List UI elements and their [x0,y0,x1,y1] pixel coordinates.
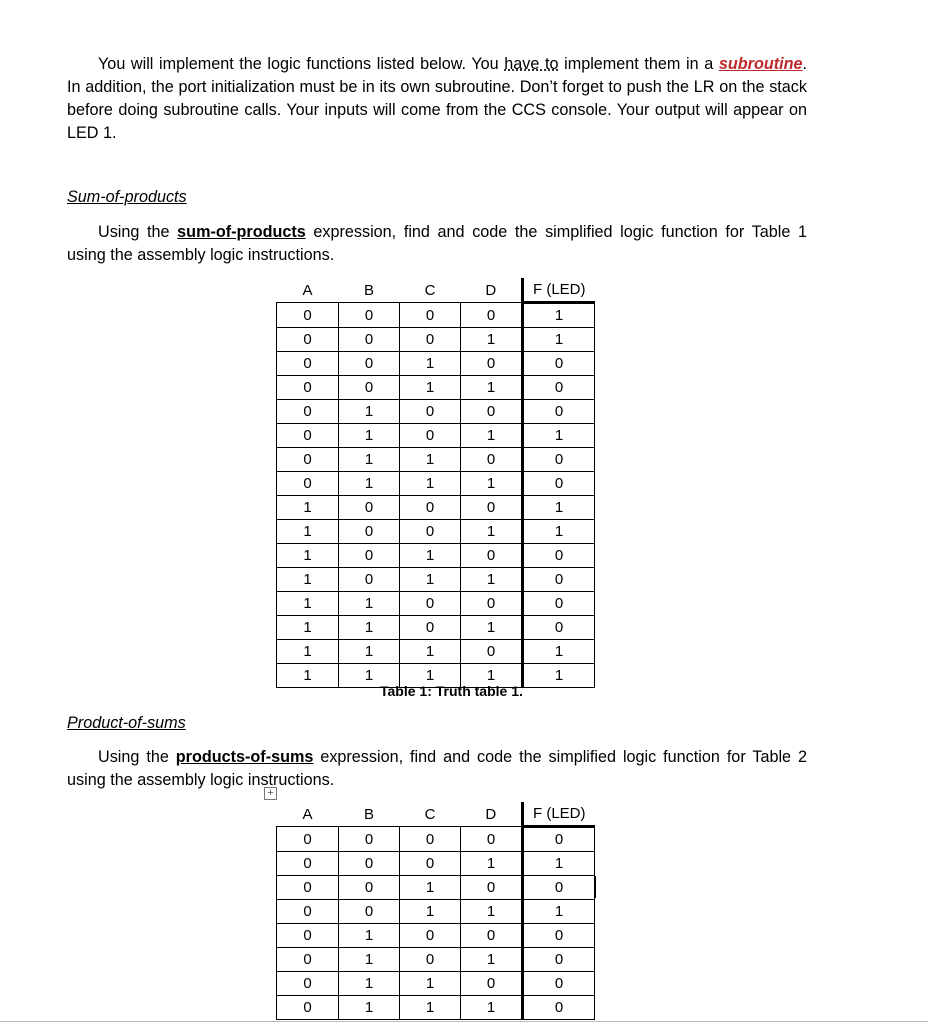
table-cell: 0 [277,924,339,948]
table-row [277,376,595,400]
table-cell: 1 [339,592,400,616]
table-cell: 0 [523,616,595,640]
table-cell: 1 [400,448,461,472]
table-cell: 0 [277,328,339,352]
table-cell: 1 [461,568,523,592]
truth-table-1 [276,278,595,688]
table-cell: 0 [400,827,461,852]
table-row [277,876,595,900]
table-cell: 1 [339,972,400,996]
table-cell: 0 [461,592,523,616]
table-row [277,924,595,948]
table-cell: 0 [277,827,339,852]
table-cell: 0 [339,520,400,544]
table-cell: 0 [277,972,339,996]
table-cell: 0 [277,948,339,972]
table-cell: 0 [277,876,339,900]
column-header: C [424,281,436,299]
table-cell: 0 [461,972,523,996]
table-cell: 0 [339,496,400,520]
table-cell: 0 [400,520,461,544]
table-row [277,996,595,1020]
table-row [277,424,595,448]
table-cell: 0 [339,352,400,376]
table-cell: 0 [400,496,461,520]
table-header-row [277,802,595,827]
table-cell: 0 [339,852,400,876]
table-cell: 0 [277,376,339,400]
table-cell: 0 [523,400,595,424]
column-header: B [363,805,374,823]
table-cell: 1 [277,496,339,520]
table-row [277,472,595,496]
table-row [277,948,595,972]
table-cell: 1 [523,900,595,924]
table-cell: 0 [461,827,523,852]
table-row [277,496,595,520]
table-cell: 1 [461,900,523,924]
table-row [277,852,595,876]
table-row [277,900,595,924]
table-cell: 0 [339,827,400,852]
table-row [277,592,595,616]
table-row [277,568,595,592]
table-cell: 1 [339,924,400,948]
table-cell: 1 [461,996,523,1020]
table-cell: 0 [523,827,595,852]
table-cell: 0 [400,303,461,328]
table-cell: 0 [339,900,400,924]
table-cell: 0 [523,876,595,900]
table-cell: 0 [400,924,461,948]
table-cell: 1 [461,376,523,400]
table-cell: 0 [461,924,523,948]
column-header: F (LED) [523,278,595,303]
table-row [277,544,595,568]
table-row [277,328,595,352]
table-cell: 1 [339,664,400,688]
table-cell: 0 [400,424,461,448]
table-cell: 1 [277,616,339,640]
table-header-row [277,278,595,303]
move-handle-icon[interactable]: + [264,787,277,800]
table-cell: 1 [523,852,595,876]
table-cell: 1 [277,592,339,616]
sop-paragraph: Using the sum-of-products expression, find and code the simplified logic function for Table 1 using the assembly logic instructions. [67,223,808,264]
table-cell: 1 [461,520,523,544]
table-cell: 0 [523,568,595,592]
pos-paragraph: Using the products-of-sums expression, find and code the simplified logic function for Table 2 using the assembly logic instructions. [67,748,807,789]
table-cell: 0 [277,424,339,448]
column-header: D [485,805,497,823]
table-row [277,448,595,472]
intro-paragraph: You will implement the logic functions listed below. You have to implement them in a subroutine. In addition, the port initialization must be in its own subroutine. Don’t forget to push the LR on the stack before doing subroutine calls. Your inputs will come from the CCS console. Your output will appear on LED 1. [67,55,807,142]
column-header: A [302,281,313,299]
table-row [277,520,595,544]
table-cell: 1 [400,544,461,568]
pos-bold: products-of-sums [175,748,314,766]
table-cell: 0 [277,303,339,328]
table-cell: 0 [277,448,339,472]
table-cell: 0 [277,352,339,376]
table-cell: 0 [277,852,339,876]
table-cell: 0 [339,544,400,568]
table-cell: 0 [339,328,400,352]
table-cell: 1 [277,568,339,592]
table-cell: 0 [339,568,400,592]
table-1-caption: Table 1: Truth table 1. [380,683,523,699]
table-cell: 0 [461,352,523,376]
table-cell: 1 [277,520,339,544]
table-cell: 0 [400,616,461,640]
table-cell: 0 [523,352,595,376]
table-cell: 1 [400,376,461,400]
table-cell: 0 [400,948,461,972]
table-cell: 1 [461,472,523,496]
table-cell: 0 [461,544,523,568]
table-cell: 0 [523,448,595,472]
table-cell: 1 [400,972,461,996]
table-cell: 1 [339,616,400,640]
table-cell: 1 [339,424,400,448]
table-cell: 1 [523,520,595,544]
table-cell: 0 [523,996,595,1020]
table-cell: 1 [461,664,523,688]
table-row [277,352,595,376]
table-cell: 1 [339,996,400,1020]
table-cell: 0 [461,640,523,664]
table-cell: 1 [400,900,461,924]
page-edge [0,1021,928,1022]
table-cell: 0 [523,972,595,996]
column-header: C [424,805,436,823]
table-cell: 0 [400,328,461,352]
column-header: A [302,805,313,823]
table-row [277,827,595,852]
table-cell: 0 [277,996,339,1020]
table-cell: 1 [523,496,595,520]
table-cell: 1 [523,424,595,448]
table-cell: 0 [461,496,523,520]
subroutine-text: subroutine [718,55,803,73]
table-cell: 1 [461,948,523,972]
table-cell: 0 [277,472,339,496]
table-cell: 0 [339,376,400,400]
table-cell: 1 [400,640,461,664]
sop-heading: Sum-of-products [67,188,187,206]
table-cell: 0 [523,948,595,972]
table-cell: 1 [461,424,523,448]
table-cell: 1 [400,352,461,376]
table-cell: 1 [461,328,523,352]
table-cell: 0 [523,544,595,568]
table-cell: 1 [523,328,595,352]
table-cell: 0 [461,876,523,900]
table-cell: 0 [277,900,339,924]
table-cell: 1 [339,448,400,472]
table-cell: 0 [277,400,339,424]
table-row [277,303,595,328]
table-cell: 0 [523,592,595,616]
table-cell: 1 [277,640,339,664]
table-cell: 0 [339,303,400,328]
text-cursor [594,876,596,898]
table-cell: 0 [339,876,400,900]
table-cell: 1 [400,664,461,688]
table-cell: 1 [339,948,400,972]
column-header: D [485,281,497,299]
pos-heading: Product-of-sums [67,714,186,732]
table-cell: 1 [277,664,339,688]
table-cell: 1 [523,664,595,688]
table-cell: 1 [461,616,523,640]
table-cell: 0 [461,400,523,424]
table-cell: 0 [461,448,523,472]
table-cell: 0 [523,924,595,948]
table-cell: 1 [400,996,461,1020]
table-cell: 1 [277,544,339,568]
table-cell: 1 [339,472,400,496]
table-cell: 1 [400,876,461,900]
have-to-text: have to [504,55,559,73]
table-cell: 1 [400,568,461,592]
table-cell: 1 [523,640,595,664]
column-header: B [363,281,374,299]
table-row [277,616,595,640]
table-row [277,972,595,996]
truth-table-2 [276,802,595,1020]
table-row [277,640,595,664]
table-cell: 1 [339,400,400,424]
column-header: F (LED) [523,802,595,827]
table-cell: 1 [461,852,523,876]
table-cell: 0 [400,592,461,616]
sop-bold: sum-of-products [177,223,306,241]
table-cell: 0 [400,852,461,876]
table-cell: 0 [523,472,595,496]
table-cell: 0 [523,376,595,400]
table-cell: 0 [400,400,461,424]
table-cell: 1 [339,640,400,664]
table-cell: 0 [461,303,523,328]
table-row [277,400,595,424]
table-cell: 1 [523,303,595,328]
table-cell: 1 [400,472,461,496]
